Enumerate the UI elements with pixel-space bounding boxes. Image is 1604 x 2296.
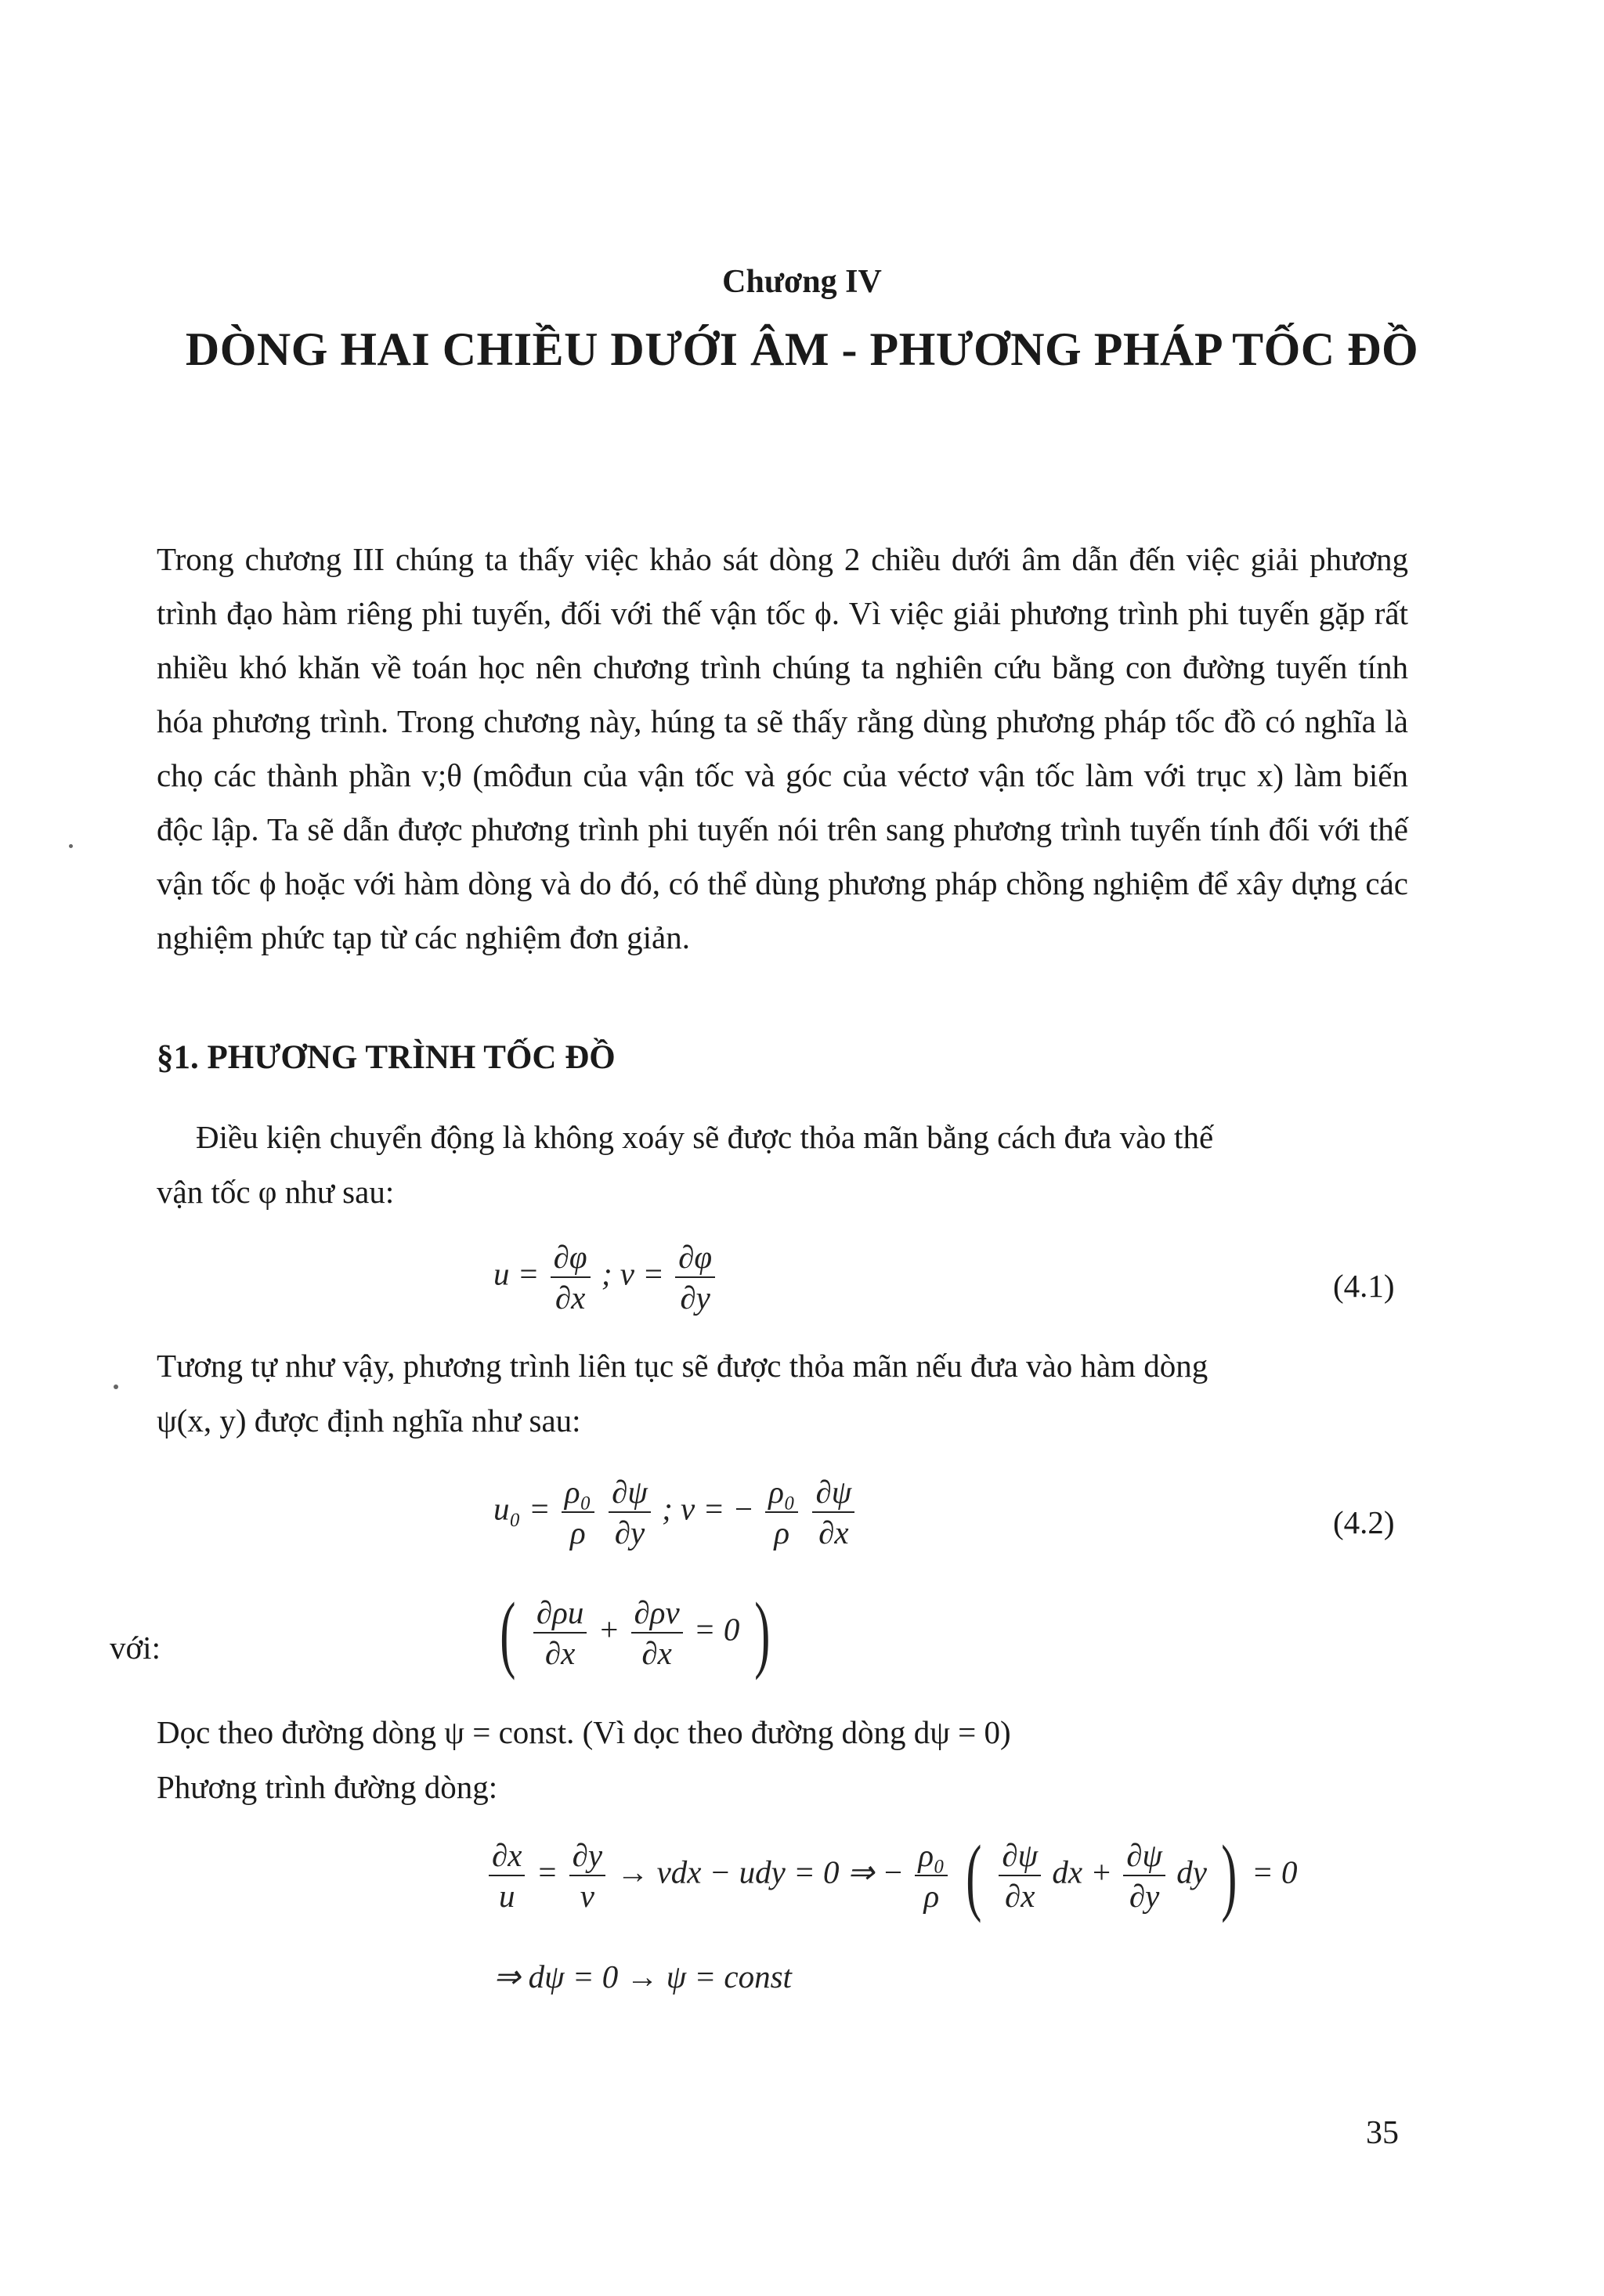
para1-line1: Điều kiện chuyển động là không xoáy sẽ được thỏa mãn bằng cách đưa vào thế bbox=[196, 1119, 1214, 1155]
eq4-rho0: ρ₀ bbox=[915, 1836, 948, 1876]
page-number: 35 bbox=[1366, 2115, 1399, 2151]
equation-4-2 bbox=[493, 1472, 858, 1552]
eq4-term-dx: dx + bbox=[1052, 1854, 1112, 1890]
eq2-rho0-a: ρ₀ bbox=[562, 1472, 594, 1513]
eq4-n3: ∂ψ bbox=[999, 1836, 1041, 1876]
with-label: với: bbox=[110, 1630, 161, 1666]
eq3-frac2 bbox=[631, 1593, 683, 1673]
equation-number-4-1: (4.1) bbox=[1333, 1268, 1395, 1304]
eq4-n1: ∂x bbox=[489, 1836, 525, 1876]
eq4-frac-rho bbox=[915, 1836, 948, 1915]
eq3-plus: + bbox=[598, 1611, 620, 1648]
eq2-frac-rho-b bbox=[765, 1472, 798, 1552]
scan-speck bbox=[114, 1384, 118, 1389]
para1-line2: vận tốc φ như sau: bbox=[157, 1174, 395, 1210]
para2-line1: Tương tự như vậy, phương trình liên tục sẽ được thỏa mãn nếu đưa vào hàm dòng bbox=[157, 1348, 1208, 1384]
along-streamline-line: Dọc theo đường dòng ψ = const. (Vì dọc theo đường dòng dψ = 0) bbox=[157, 1714, 1011, 1750]
section-heading: §1. PHƯƠNG TRÌNH TỐC ĐỒ bbox=[157, 1039, 616, 1076]
chapter-title: DÒNG HAI CHIỀU DƯỚI ÂM - PHƯƠNG PHÁP TỐC ĐỒ bbox=[185, 323, 1419, 375]
eq3-open-paren: ( bbox=[500, 1585, 516, 1680]
eq4-equals: = bbox=[536, 1854, 558, 1890]
para2-line2: ψ(x, y) được định nghĩa như sau: bbox=[157, 1403, 581, 1439]
eq3-frac1 bbox=[533, 1593, 587, 1673]
eq2-sep: ; v = − bbox=[662, 1490, 755, 1527]
eq2-rho0-b: ρ₀ bbox=[765, 1472, 798, 1513]
eq1-num1: ∂φ bbox=[551, 1237, 591, 1278]
eq2-dy: ∂y bbox=[614, 1514, 645, 1551]
eq4-term-dy: dy bbox=[1176, 1854, 1207, 1890]
scan-speck bbox=[69, 844, 73, 848]
eq4-frac1 bbox=[489, 1836, 525, 1915]
streamline-equation-label: Phương trình đường dòng: bbox=[157, 1769, 498, 1805]
eq4-n4: ∂ψ bbox=[1123, 1836, 1165, 1876]
eq4-frac4 bbox=[1123, 1836, 1165, 1915]
intro-paragraph bbox=[157, 532, 1408, 965]
eq2-frac-rho-a bbox=[562, 1472, 594, 1552]
eq2-lhs: u₀ = bbox=[493, 1490, 551, 1527]
eq2-rho-b: ρ bbox=[774, 1514, 790, 1551]
eq1-num2: ∂φ bbox=[675, 1237, 715, 1278]
eq4-d4: ∂y bbox=[1129, 1878, 1160, 1914]
eq1-den2: ∂y bbox=[680, 1280, 710, 1316]
eq2-dx: ∂x bbox=[818, 1514, 849, 1551]
equation-number-4-2: (4.2) bbox=[1333, 1504, 1395, 1540]
eq4-close-paren: ) bbox=[1221, 1828, 1237, 1923]
streamline-result: ⇒ dψ = 0 → ψ = const bbox=[493, 1958, 792, 1995]
eq4-d1: u bbox=[498, 1878, 515, 1914]
eq1-lhs: u = bbox=[493, 1255, 540, 1292]
eq4-n2: ∂y bbox=[569, 1836, 605, 1876]
eq2-frac-dpsi-dy bbox=[609, 1472, 651, 1552]
chapter-label: Chương IV bbox=[722, 264, 882, 300]
eq2-dpsi-b: ∂ψ bbox=[812, 1472, 854, 1513]
eq3-close-paren: ) bbox=[753, 1585, 770, 1680]
eq1-sep: ; v = bbox=[601, 1255, 664, 1292]
eq3-num2: ∂ρv bbox=[631, 1593, 683, 1634]
streamline-equation bbox=[486, 1828, 1298, 1923]
eq1-frac1 bbox=[551, 1237, 591, 1317]
eq2-frac-dpsi-dx bbox=[812, 1472, 854, 1552]
eq2-dpsi-a: ∂ψ bbox=[609, 1472, 651, 1513]
eq1-den1: ∂x bbox=[555, 1280, 586, 1316]
eq2-rho-a: ρ bbox=[570, 1514, 586, 1551]
eq3-num1: ∂ρu bbox=[533, 1593, 587, 1634]
eq4-rho: ρ bbox=[923, 1878, 940, 1914]
eq4-rhs: = 0 bbox=[1252, 1854, 1298, 1890]
equation-4-1 bbox=[493, 1237, 718, 1317]
eq4-mid: → vdx − udy = 0 ⇒ − bbox=[616, 1854, 905, 1890]
eq4-frac3 bbox=[999, 1836, 1041, 1915]
eq4-open-paren: ( bbox=[965, 1828, 981, 1923]
eq4-frac2 bbox=[569, 1836, 605, 1915]
eq4-d2: v bbox=[580, 1878, 594, 1914]
eq3-rhs: = 0 bbox=[693, 1611, 740, 1648]
eq1-frac2 bbox=[675, 1237, 715, 1317]
intro-text: Trong chương III chúng ta thấy việc khảo sát dòng 2 chiều dưới âm dẫn đến việc giải phương trình đạo hàm riêng phi tuyến, đối với thế vận tốc ϕ. Vì việc giải phương trình phi tuyến gặp rất nhiều khó khăn về toán học nên chương trình chúng ta nghiên cứu bằng con đường tuyến tính hóa phương trình. Trong chương này, húng ta sẽ thấy rằng dùng phương pháp tốc đồ có nghĩa là chọ các thành phần v;θ (môđun của vận tốc và góc của véctơ vận tốc làm với trục x) làm biến độc lập. Ta sẽ dẫn được phương trình phi tuyến nói trên sang phương trình tuyến tính đối với thế vận tốc ϕ hoặc với hàm dòng và do đó, có thể dùng phương pháp chồng nghiệm để xây dựng các nghiệm phức tạp từ các nghiệm đơn giản. bbox=[157, 541, 1408, 955]
eq3-den1: ∂x bbox=[544, 1635, 576, 1671]
eq3-den2: ∂x bbox=[641, 1635, 672, 1671]
continuity-condition bbox=[493, 1585, 776, 1680]
eq4-d3: ∂x bbox=[1005, 1878, 1035, 1914]
